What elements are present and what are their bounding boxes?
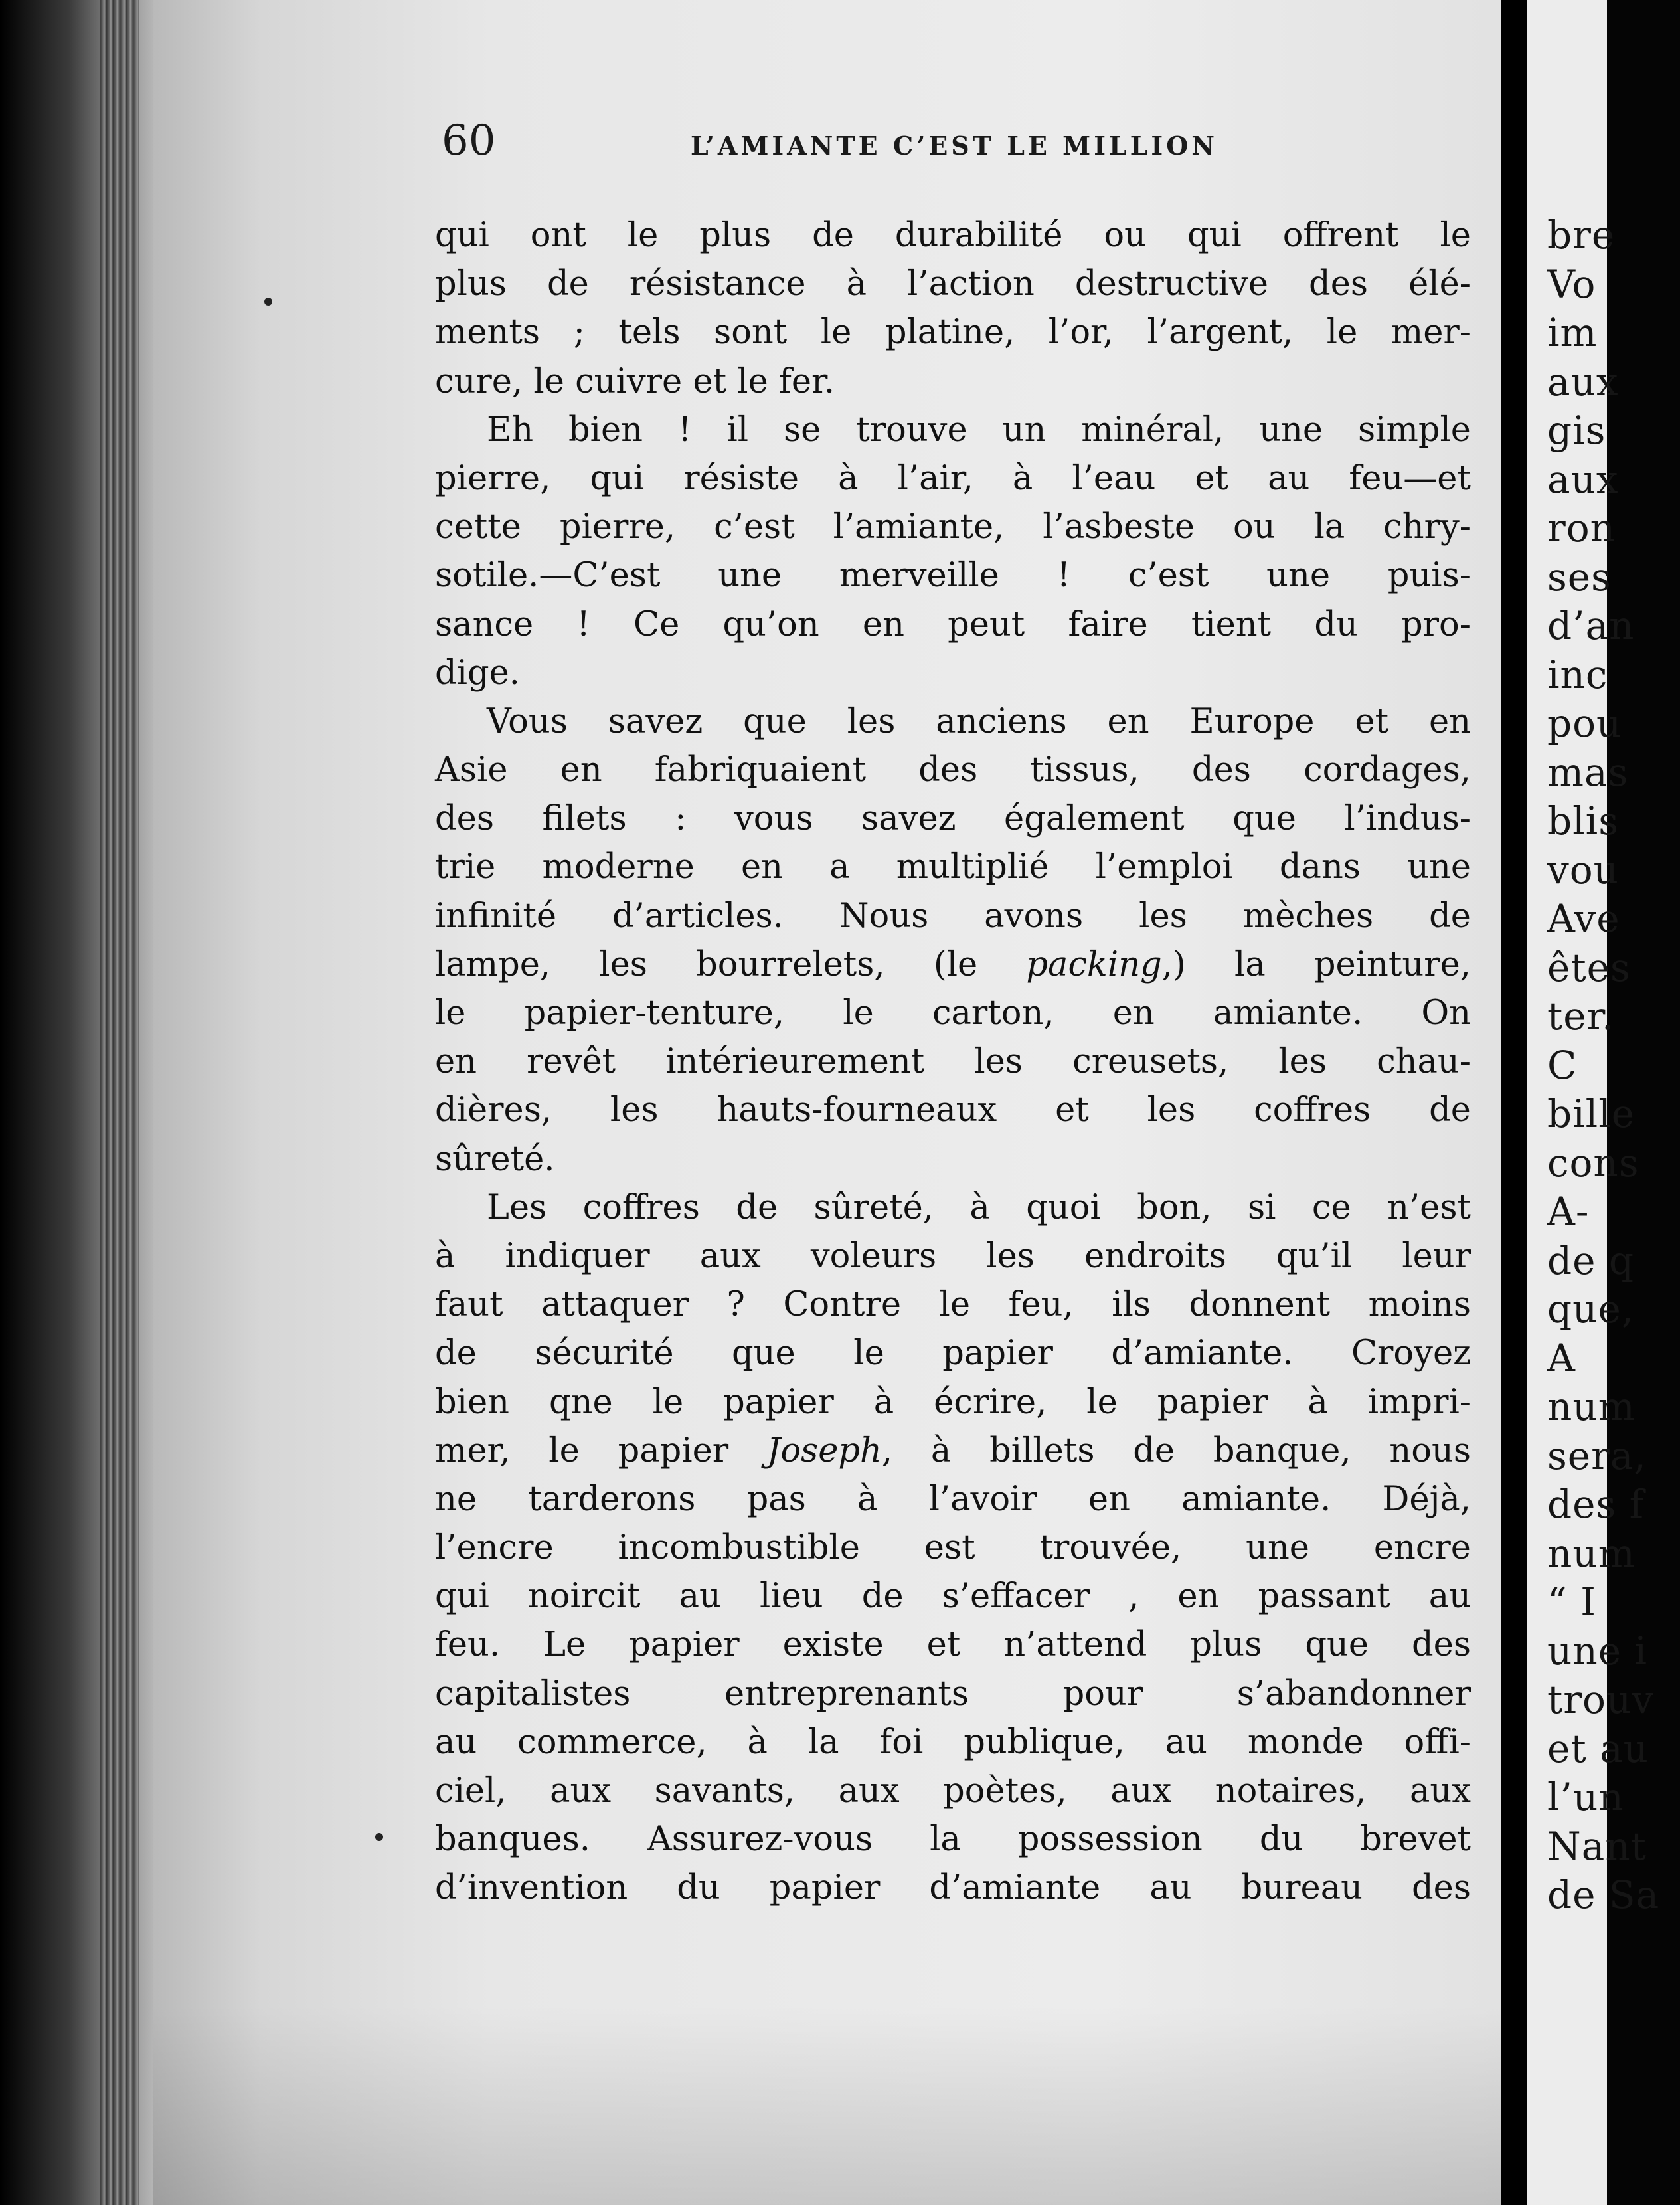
- text-line: d’invention du papier d’amiante au bureau des: [435, 1868, 1471, 1908]
- text-line: sûreté.: [435, 1139, 555, 1179]
- text-line: Vous savez que les anciens en Europe et en: [487, 701, 1471, 741]
- text-line: de sécurité que le papier d’amiante. Croyez: [435, 1334, 1471, 1373]
- facing-page-line: trouv: [1547, 1677, 1655, 1722]
- running-head: [442, 116, 1252, 169]
- facing-page-line: A: [1547, 1335, 1576, 1381]
- page-gutter: [1501, 0, 1527, 2205]
- text-line: l’encre incombustible est trouvée, une encre: [435, 1528, 1471, 1568]
- facing-page-line: êtes: [1547, 944, 1631, 990]
- facing-page-line: Vo: [1547, 261, 1596, 307]
- text-line: qui ont le plus de durabilité ou qui offrent le: [435, 216, 1471, 255]
- facing-page-line: aux: [1547, 359, 1619, 404]
- text-line: Asie en fabriquaient des tissus, des cordages,: [435, 750, 1471, 790]
- ink-speck: [264, 298, 272, 306]
- text-line: plus de résistance à l’action destructive des élé-: [435, 264, 1471, 304]
- facing-page-line: ter.: [1547, 994, 1615, 1039]
- text-line: le papier-tenture, le carton, en amiante. On: [435, 994, 1471, 1033]
- text-line: qui noircit au lieu de s’effacer , en passant au: [435, 1577, 1471, 1617]
- italic-term: packing: [1026, 944, 1162, 984]
- text-line: capitalistes entreprenants pour s’abandonner: [435, 1674, 1471, 1714]
- text-line: ments ; tels sont le platine, l’or, l’argent, le mer-: [435, 313, 1471, 353]
- text-line: [435, 1427, 1471, 1475]
- italic-term: Joseph: [766, 1431, 882, 1470]
- facing-page-line: des f: [1547, 1482, 1645, 1527]
- text-line: en revêt intérieurement les creusets, les chau-: [435, 1042, 1471, 1082]
- text-line: sotile.—C’est une merveille ! c’est une puis-: [435, 556, 1471, 596]
- text-line: [435, 940, 1471, 989]
- text-line: faut attaquer ? Contre le feu, ils donnent moins: [435, 1285, 1471, 1325]
- facing-page-line: d’an: [1547, 603, 1635, 648]
- text-line: cure, le cuivre et le fer.: [435, 361, 835, 401]
- facing-page-line: Nant: [1547, 1823, 1647, 1869]
- facing-page-line: ses: [1547, 554, 1612, 600]
- text-line: au commerce, à la foi publique, au monde offi-: [435, 1722, 1471, 1762]
- page-number: 60: [442, 116, 496, 165]
- text-line: pierre, qui résiste à l’air, à l’eau et au feu—et: [435, 458, 1471, 498]
- facing-page-text: [1547, 211, 1680, 1920]
- facing-page-line: bille: [1547, 1091, 1636, 1136]
- text-line: banques. Assurez-vous la possession du brevet: [435, 1820, 1471, 1860]
- facing-page-line: inc: [1547, 652, 1608, 697]
- facing-page-line: cons: [1547, 1140, 1639, 1186]
- text-run: ,) la peinture,: [1161, 944, 1471, 984]
- facing-page-line: et au: [1547, 1725, 1649, 1771]
- facing-page-line: pou: [1547, 701, 1622, 746]
- facing-page-line: “ I: [1547, 1579, 1596, 1625]
- facing-page-line: une i: [1547, 1628, 1648, 1674]
- text-line: à indiquer aux voleurs les endroits qu’il leur: [435, 1236, 1471, 1276]
- text-line: dières, les hauts-fourneaux et les coffres de: [435, 1091, 1471, 1130]
- text-line: bien qne le papier à écrire, le papier à impri-: [435, 1382, 1471, 1422]
- facing-page-line: A-: [1547, 1189, 1590, 1234]
- text-run: mer, le papier: [435, 1431, 767, 1470]
- text-line: sance ! Ce qu’on en peut faire tient du pro-: [435, 604, 1471, 644]
- facing-page-line: aux: [1547, 456, 1619, 502]
- text-line: cette pierre, c’est l’amiante, l’asbeste ou la chry-: [435, 507, 1471, 547]
- page-edges: [100, 0, 139, 2205]
- running-title: L’AMIANTE C’EST LE MILLION: [691, 131, 1218, 161]
- facing-page-line: blis: [1547, 798, 1619, 843]
- ink-speck: [375, 1833, 383, 1841]
- text-run: , à billets de banque, nous: [881, 1431, 1471, 1470]
- facing-page-line: ron: [1547, 505, 1616, 551]
- facing-page-line: num: [1547, 1530, 1636, 1576]
- facing-page-line: sera,: [1547, 1433, 1647, 1478]
- text-line: infinité d’articles. Nous avons les mèches de: [435, 896, 1471, 936]
- text-line: ne tarderons pas à l’avoir en amiante. Déjà,: [435, 1479, 1471, 1519]
- facing-page-line: bre: [1547, 213, 1616, 258]
- facing-page-line: l’un: [1547, 1775, 1624, 1820]
- text-line: des filets : vous savez également que l’indus-: [435, 799, 1471, 839]
- text-run: lampe, les bourrelets, (le: [435, 944, 1027, 984]
- facing-page-line: que,: [1547, 1286, 1635, 1332]
- facing-page-line: C: [1547, 1042, 1578, 1088]
- facing-page-line: de q: [1547, 1237, 1635, 1283]
- facing-page-line: Ave: [1547, 896, 1620, 941]
- facing-page-line: num: [1547, 1384, 1636, 1429]
- text-line: trie moderne en a multiplié l’emploi dans une: [435, 847, 1471, 887]
- text-line: ciel, aux savants, aux poètes, aux notaires, aux: [435, 1771, 1471, 1810]
- facing-page-line: im: [1547, 310, 1598, 355]
- body-text: [435, 211, 1471, 1913]
- facing-page-line: de Sa: [1547, 1872, 1660, 1917]
- text-line: Les coffres de sûreté, à quoi bon, si ce n’est: [487, 1188, 1471, 1227]
- facing-page-line: vou: [1547, 847, 1620, 893]
- text-line: dige.: [435, 653, 520, 693]
- facing-page-line: gis: [1547, 408, 1606, 453]
- facing-page: [1527, 0, 1660, 2205]
- text-line: Eh bien ! il se trouve un minéral, une simple: [487, 410, 1471, 450]
- facing-page-line: mas: [1547, 749, 1629, 795]
- text-line: feu. Le papier existe et n’attend plus que des: [435, 1625, 1471, 1665]
